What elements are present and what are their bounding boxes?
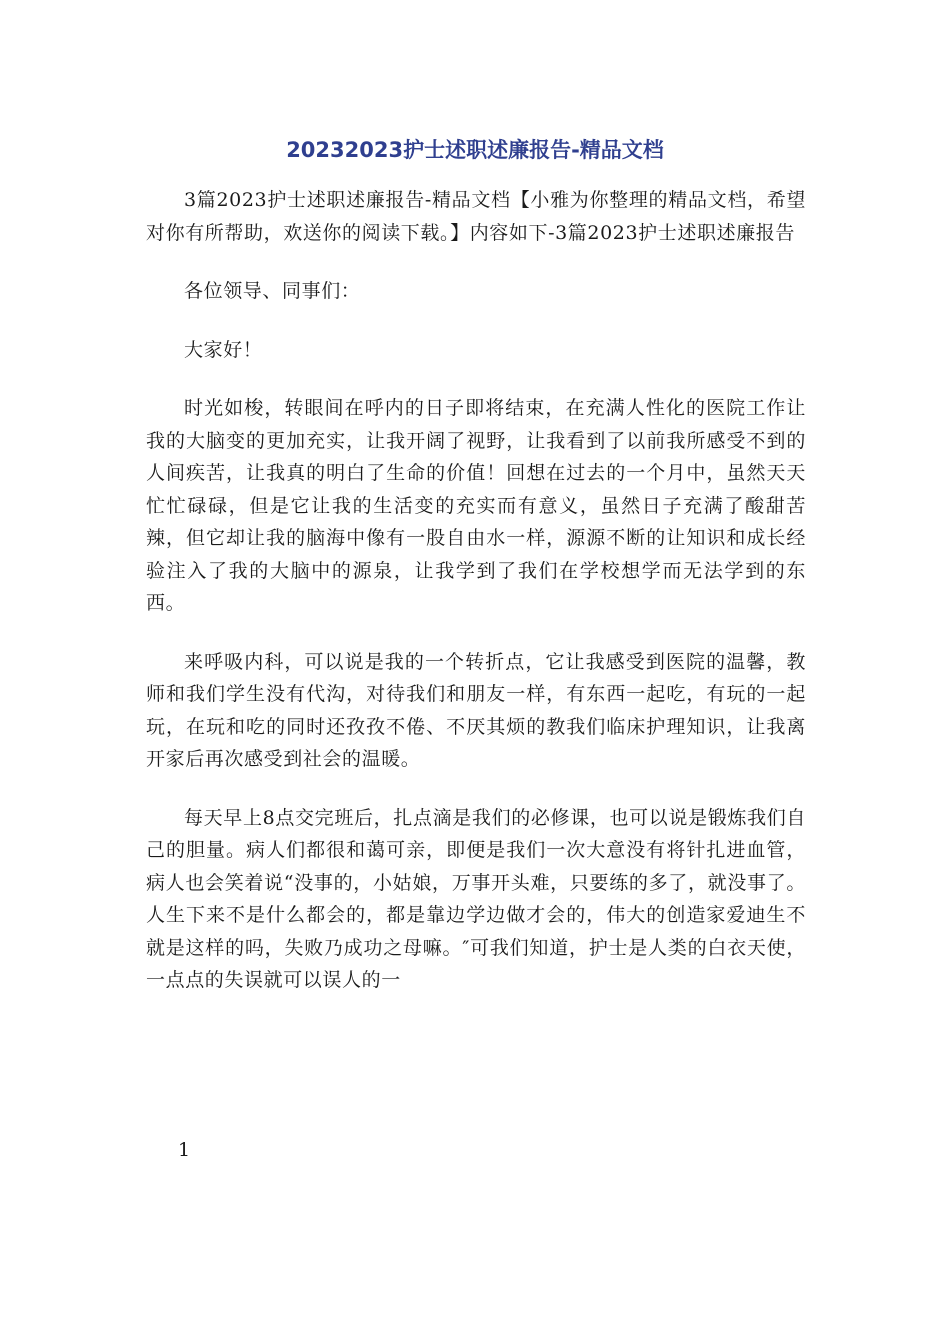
page-number: 1 [178, 1139, 191, 1161]
body-paragraph: 时光如梭，转眼间在呼内的日子即将结束，在充满人性化的医院工作让我的大脑变的更加充实，让我开阔了视野，让我看到了以前我所感受不到的人间疾苦，让我真的明白了生命的价值！回想在过去的一个月中，虽然天天忙忙碌碌，但是它让我的生活变的充实而有意义，虽然日子充满了酸甜苦辣，但它却让我的脑海中像有一股自由水一样，源源不断的让知识和成长经验注入了我的大脑中的源泉，让我学到了我们在学校想学而无法学到的东西。 [146, 397, 806, 614]
body-paragraph: 来呼吸内科，可以说是我的一个转折点，它让我感受到医院的温馨，教师和我们学生没有代沟，对待我们和朋友一样，有东西一起吃，有玩的一起玩，在玩和吃的同时还孜孜不倦、不厌其烦的教我们临床护理知识，让我离开家后再次感受到社会的温暖。 [146, 650, 806, 770]
document-body [146, 184, 806, 1023]
intro-paragraph: 3篇2023护士述职述廉报告-精品文档【小雅为你整理的精品文档，希望对你有所帮助，欢送你的阅读下载。】内容如下-3篇2023护士述职述廉报告 [146, 189, 806, 244]
salutation-paragraph: 各位领导、同事们： [184, 280, 361, 302]
document-title: 20232023护士述职述廉报告-精品文档 [286, 138, 664, 162]
greeting-paragraph: 大家好！ [184, 338, 263, 361]
body-paragraph: 每天早上8点交完班后，扎点滴是我们的必修课，也可以说是锻炼我们自己的胆量。病人们都很和蔼可亲，即便是我们一次大意没有将针扎进血管，病人也会笑着说“没事的，小姑娘，万事开头难，只要练的多了，就没事了。人生下来不是什么都会的，都是靠边学边做才会的，伟大的创造家爱迪生不就是这样的吗，失败乃成功之母嘛。″可我们知道，护士是人类的白衣天使，一点点的失误就可以误人的一 [146, 806, 806, 991]
